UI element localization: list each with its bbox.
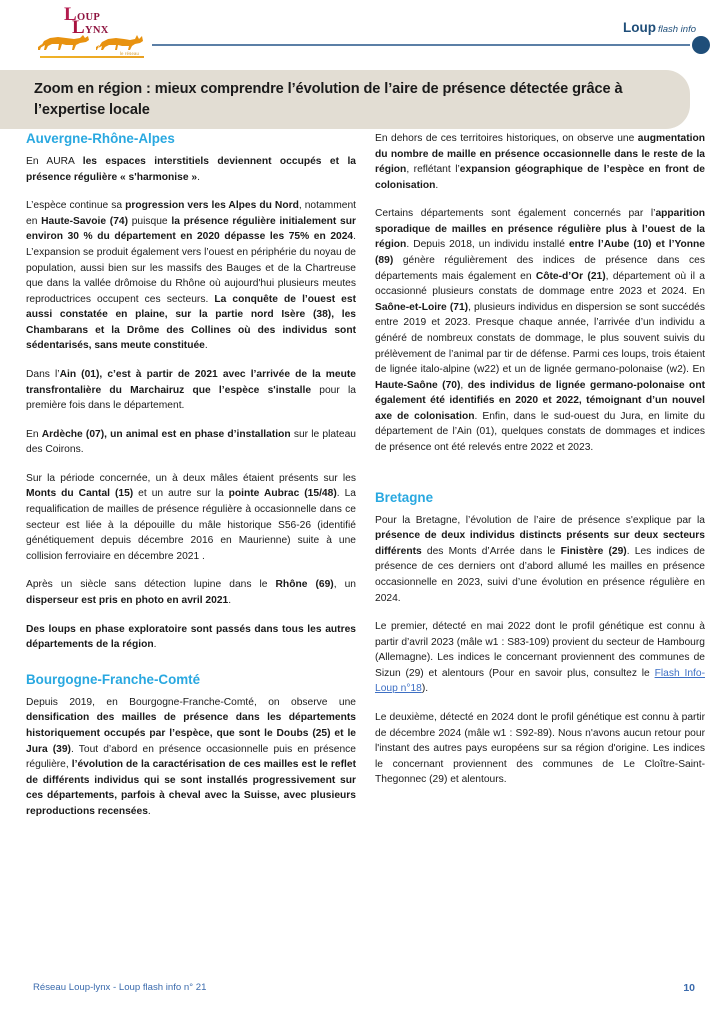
text-run: Depuis 2019, en Bourgogne-Franche-Comté, on observe une (26, 696, 356, 708)
text-run: En (26, 428, 42, 440)
text-run: des Monts d’Arrée dans le (421, 545, 561, 557)
text-run: , reflétant l’ (406, 164, 460, 176)
wolf-and-lynx-silhouette-icon (36, 32, 158, 54)
text-run: . (204, 340, 208, 352)
text-run: Le premier, détecté en mai 2022 dont le profil génétique est connu à partir d’avril 2023 (mâle w1 : S83-109) provient du secteur de Hambourg (Allemagne). Les indices le concernant proviennent des communes de Sizun (29) et alentours (Pour en savoir plus, consultez le (375, 621, 705, 679)
text-run-bold: La conquête de l’ouest est aussi constatée en plaine, sur la partie nord Isère (38), les Chambarans et la Drôme des Collines où des individus sont sédentarisés, sans meute constituée (26, 293, 356, 352)
text-run-bold: progression vers les Alpes du Nord (125, 200, 299, 212)
text-run-bold: la présence régulière initialement sur environ 30 % du département en 2020 dépasse les 75% en 2024 (26, 215, 356, 243)
logo-text-loup: LOUP (64, 4, 101, 25)
text-run: puisque (128, 215, 172, 227)
text-run-bold: Côte-d’Or (21) (535, 270, 606, 282)
text-run: , (460, 379, 468, 391)
paragraph-rhone (26, 577, 356, 608)
paragraph-bfc-densification (26, 695, 356, 820)
text-run: . (147, 805, 151, 817)
brand-secondary-label: flash info (657, 24, 696, 35)
heading-bourgogne-franche-comte: Bourgogne-Franche-Comté (26, 671, 201, 687)
text-run: , plusieurs individus en dispersion se sont succédés entre 2019 et 2023. Presque chaque année, l’arrivée d’un individu a généré de nombreux constats de dommage, le plus souvent suivis du prélèvement de l’animal par tir de défense. Parmi ces loups, trois étaient de lignée italo-alpine (w22) et un de lignée germano-polonaise (w2). En (375, 301, 706, 376)
logo-network-caption: le réseau (120, 51, 140, 56)
text-run: . (153, 639, 157, 651)
text-run: En AURA (26, 156, 83, 168)
text-run-bold: expansion géographique de l’espèce en front de colonisation (375, 164, 705, 191)
text-run: . (435, 179, 439, 191)
paragraph-cantal-aubrac (26, 471, 356, 564)
logo-underline (40, 56, 144, 58)
brand-label (623, 20, 696, 35)
text-run: . (228, 594, 232, 606)
text-run-bold: Des loups en phase exploratoire sont passés dans tous les autres départements de la région (26, 623, 356, 651)
heading-bretagne: Bretagne (375, 489, 434, 505)
text-run: Pour la Bretagne, l’évolution de l’aire de présence s'explique par la (375, 514, 705, 526)
brand-primary-label: Loup (622, 20, 656, 35)
text-run-bold: entre l’Aube (10) et l’Yonne (89) (375, 239, 706, 267)
text-run: ). (421, 683, 429, 695)
text-run-bold: Ain (01), c’est à partir de 2021 avec l’arrivée de la meute transfrontalière du Marchairuz que l’espèce s'installe (26, 369, 356, 396)
text-run-bold: Finistère (29) (560, 545, 627, 557)
text-run: Après un siècle sans détection lupine dans le (26, 579, 276, 591)
text-run: pour la première fois dans le département. (26, 384, 356, 412)
text-run: . Tout d’abord en présence occasionnelle puis en présence régulière, (26, 743, 357, 771)
text-run: . Depuis 2018, un individu installé (406, 239, 569, 251)
text-run-bold: Haute-Savoie (74) (41, 215, 129, 227)
page-footer (0, 982, 724, 1002)
heading-auvergne-rhone-alpes: Auvergne-Rhône-Alpes (26, 131, 175, 146)
paragraph-deuxieme-individu: Le deuxième, détecté en 2024 dont le profil génétique est connu à partir de décembre 2024 (mâle w1 : S92-89). Nous n'avons aucun retour pour l'instant des autres pays européens sur sa région d'origine. Les indices le concernant proviennent des communes de Le Cloître-Saint-Thegonnec (29) et alentours. (375, 712, 705, 786)
text-run: L’espèce continue sa (26, 200, 126, 212)
text-run-bold: pointe Aubrac (15/48) (228, 488, 337, 500)
text-run: Dans l’ (26, 369, 60, 381)
text-run: et un autre sur la (133, 488, 229, 500)
paragraph-premier-individu (375, 619, 705, 697)
text-run: Certains départements sont également concernés par l’ (375, 208, 656, 220)
page-title: Zoom en région : mieux comprendre l’évolution de l’aire de présence détectée grâce à l’expertise locale (34, 81, 623, 118)
flash-info-loup-link[interactable]: Flash Info-Loup n°18 (375, 667, 705, 695)
text-run: . (197, 171, 200, 183)
text-run: . L’expansion se produit également vers l’ouest en périphérie du noyau de population, aussi bien sur les massifs des Bauges et de la Chartreuse que dans la vallée drômoise du Rhône où aujourd'hui plusieurs meutes reproductrices occupent ces secteurs. (26, 231, 356, 305)
page-number: 10 (683, 982, 695, 994)
text-run-bold: Saône-et-Loire (71) (375, 301, 469, 313)
paragraph-hors-territoires-historiques (375, 131, 705, 193)
paragraph-ain (26, 367, 356, 414)
footer-publication-label: Réseau Loup-lynx - Loup flash info n° 21 (33, 982, 207, 993)
paragraph-progression-alpes-nord (26, 198, 356, 354)
text-run-bold: disperseur est pris en photo en avril 2021 (26, 594, 229, 606)
text-run-bold: des individus de lignée germano-polonaise ont également été identifiés en 2020 et 2022, témoignant d’un nouvel axe de colonisation (375, 379, 705, 422)
text-run: En dehors de ces territoires historiques, on observe une (375, 133, 638, 144)
page-header (0, 0, 724, 68)
text-run-bold: apparition sporadique de mailles en présence régulière plus à l’ouest de la région (375, 208, 705, 251)
logo-text-lynx: LYNX (72, 17, 109, 38)
text-run-bold: Rhône (69) (275, 579, 334, 591)
loup-lynx-logo (36, 4, 158, 64)
text-run-bold: les espaces interstitiels deviennent occupés et la présence régulière « s'harmonise » (26, 156, 356, 183)
text-run-bold: augmentation du nombre de maille en présence occasionnelle dans le reste de la région (375, 133, 705, 176)
right-column (375, 131, 705, 971)
text-run-bold: présence de deux individus distincts présents sur deux secteurs différents (375, 530, 705, 557)
paragraph-aura-intro (26, 154, 356, 185)
header-dot-decoration (692, 36, 710, 54)
text-run-bold: Haute-Saône (70) (375, 379, 461, 391)
paragraph-apparition-sporadique (375, 206, 705, 455)
content-columns (0, 131, 724, 971)
left-column (26, 131, 356, 971)
header-divider-line (152, 44, 690, 46)
text-run: , un (333, 579, 356, 591)
text-run: . Les indices de présence de ces derniers ont d’abord allumé les mailles en présence occasionnelle en 2023, suivi d’une évolution en présence régulière en 2024. (375, 545, 705, 604)
text-run: . Enfin, dans le sud-ouest du Jura, en limite du département de l’Ain (01), quelques constats de dommages et indices de présence ont été relevés entre 2022 et 2023. (375, 410, 705, 453)
text-run: , notamment en (26, 200, 356, 227)
text-run-bold: Ardèche (07), un animal est en phase d’installation (41, 428, 291, 440)
text-run: sur le plateau des Coirons. (26, 428, 357, 456)
text-run: . La requalification de mailles de présence régulière à occasionnelle dans ce secteur est liée à la dépouille du mâle historique S56-26 (identifié génétiquement depuis décembre 2016 en Maurienne) suite à une collision ferroviaire en décembre 2021 . (26, 488, 356, 562)
text-run: Sur la période concernée, un à deux mâles étaient présents sur les (26, 472, 356, 484)
paragraph-bretagne-intro (375, 513, 705, 606)
text-run-bold: l’évolution de la caractérisation de ces mailles est le reflet de différents individus qui se sont installés progressivement sur ces départements, parfois à cheval avec la Suisse, avec plusieurs reproductions recensées (26, 759, 356, 817)
text-run-bold: densification des mailles de présence dans les départements historiquement occupés par l’espèce, que sont le Doubs (25) et le Jura (39) (26, 712, 356, 755)
title-banner (0, 70, 690, 129)
paragraph-loups-exploratoires (26, 622, 356, 653)
paragraph-ardeche (26, 427, 356, 458)
text-run: , département où il a occasionné plusieurs constats de dommage entre 2023 et 2024. En (375, 270, 705, 298)
text-run: génère régulièrement des indices de présence dans ces départements mais également en (375, 255, 705, 282)
text-run-bold: Monts du Cantal (15) (26, 488, 134, 500)
